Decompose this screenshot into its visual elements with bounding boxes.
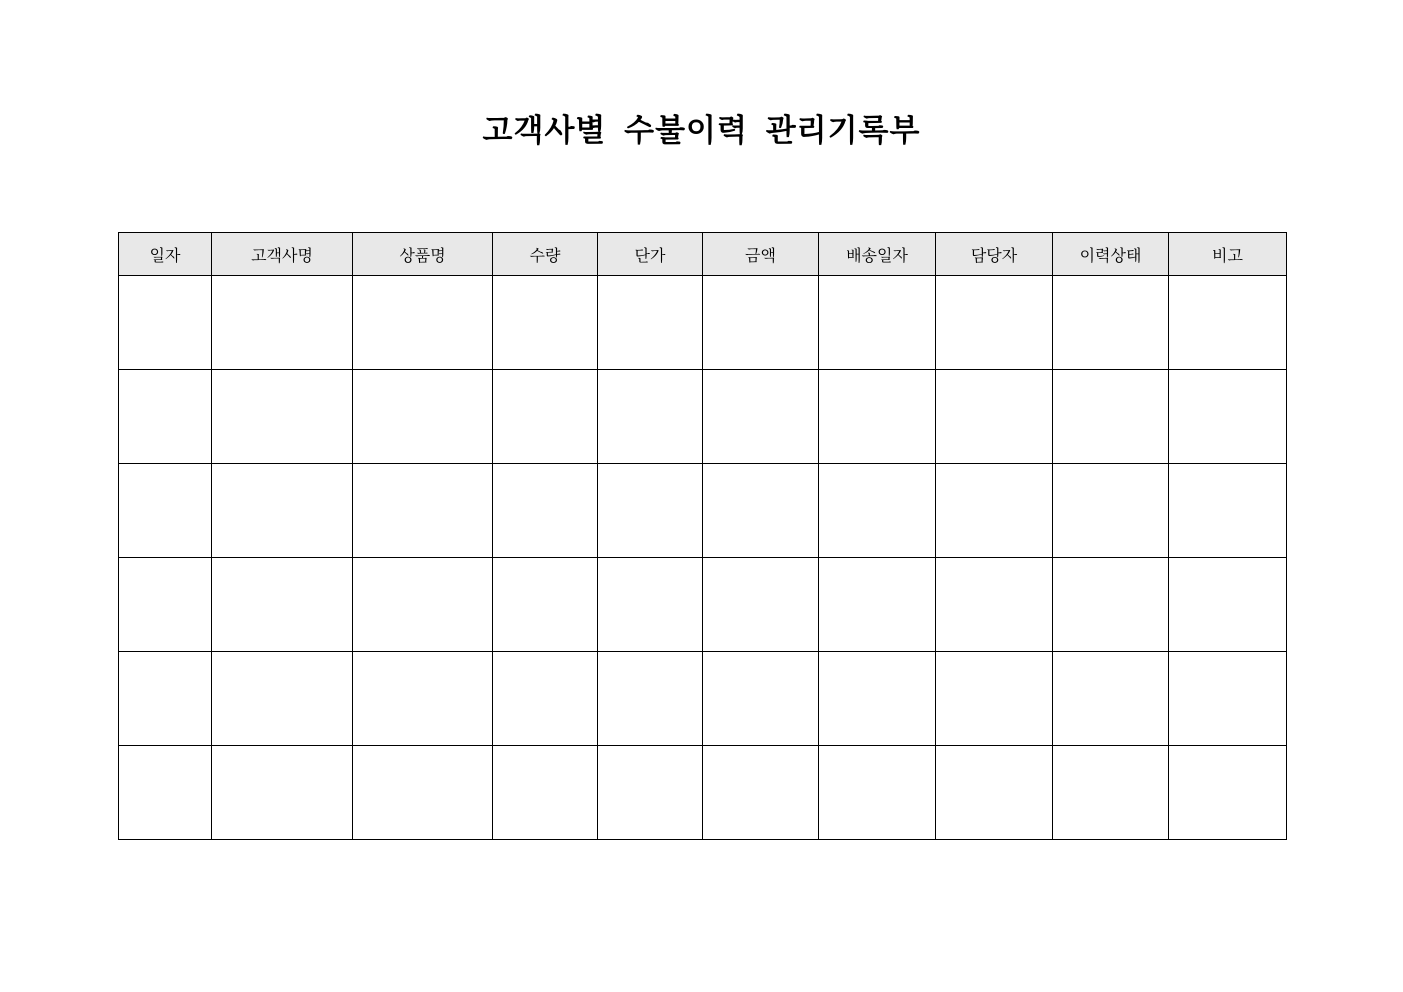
table-cell[interactable]: [1169, 276, 1287, 370]
table-cell[interactable]: [1053, 652, 1169, 746]
column-header-amount: 금액: [703, 233, 819, 276]
column-header-manager: 담당자: [936, 233, 1053, 276]
table-cell[interactable]: [1169, 746, 1287, 840]
column-header-quantity: 수량: [493, 233, 598, 276]
table-cell[interactable]: [598, 370, 703, 464]
table-cell[interactable]: [598, 746, 703, 840]
table-cell[interactable]: [119, 652, 212, 746]
table-cell[interactable]: [1053, 276, 1169, 370]
table-row: [119, 652, 1287, 746]
table-cell[interactable]: [819, 370, 936, 464]
table-cell[interactable]: [598, 558, 703, 652]
table-cell[interactable]: [598, 652, 703, 746]
table-cell[interactable]: [493, 558, 598, 652]
table-cell[interactable]: [353, 370, 493, 464]
table-cell[interactable]: [119, 746, 212, 840]
record-table: [118, 232, 1287, 840]
table-cell[interactable]: [936, 464, 1053, 558]
table-cell[interactable]: [212, 558, 353, 652]
table-cell[interactable]: [1169, 652, 1287, 746]
table-cell[interactable]: [353, 276, 493, 370]
table-row: [119, 746, 1287, 840]
table-cell[interactable]: [493, 746, 598, 840]
table-cell[interactable]: [119, 558, 212, 652]
table-cell[interactable]: [819, 652, 936, 746]
table-cell[interactable]: [936, 652, 1053, 746]
table-body: [119, 276, 1287, 840]
table-cell[interactable]: [598, 464, 703, 558]
table-row: [119, 370, 1287, 464]
table-cell[interactable]: [936, 558, 1053, 652]
table-row: [119, 558, 1287, 652]
table-cell[interactable]: [936, 370, 1053, 464]
table-cell[interactable]: [703, 746, 819, 840]
table-cell[interactable]: [212, 464, 353, 558]
table-cell[interactable]: [353, 652, 493, 746]
column-header-client-name: 고객사명: [212, 233, 353, 276]
table-cell[interactable]: [1169, 464, 1287, 558]
table-cell[interactable]: [936, 746, 1053, 840]
table-cell[interactable]: [703, 652, 819, 746]
table-cell[interactable]: [703, 370, 819, 464]
table-cell[interactable]: [119, 464, 212, 558]
table-cell[interactable]: [819, 558, 936, 652]
table-cell[interactable]: [119, 276, 212, 370]
table-cell[interactable]: [1053, 558, 1169, 652]
table-cell[interactable]: [819, 746, 936, 840]
table-row: [119, 276, 1287, 370]
table-cell[interactable]: [493, 276, 598, 370]
table-cell[interactable]: [1053, 464, 1169, 558]
table-cell[interactable]: [493, 464, 598, 558]
column-header-product-name: 상품명: [353, 233, 493, 276]
table-cell[interactable]: [819, 276, 936, 370]
table-cell[interactable]: [703, 276, 819, 370]
table-cell[interactable]: [353, 558, 493, 652]
table-row: [119, 464, 1287, 558]
column-header-date: 일자: [119, 233, 212, 276]
table-cell[interactable]: [703, 558, 819, 652]
table-cell[interactable]: [353, 464, 493, 558]
table-cell[interactable]: [703, 464, 819, 558]
column-header-unit-price: 단가: [598, 233, 703, 276]
table-cell[interactable]: [493, 370, 598, 464]
column-header-history-status: 이력상태: [1053, 233, 1169, 276]
table-cell[interactable]: [936, 276, 1053, 370]
table-cell[interactable]: [1053, 370, 1169, 464]
table-cell[interactable]: [212, 370, 353, 464]
table-cell[interactable]: [598, 276, 703, 370]
column-header-remarks: 비고: [1169, 233, 1287, 276]
page-title: 고객사별 수불이력 관리기록부: [482, 113, 921, 149]
table-cell[interactable]: [212, 652, 353, 746]
table-cell[interactable]: [1053, 746, 1169, 840]
table-cell[interactable]: [493, 652, 598, 746]
table-cell[interactable]: [212, 276, 353, 370]
table-cell[interactable]: [819, 464, 936, 558]
column-header-delivery-date: 배송일자: [819, 233, 936, 276]
table-cell[interactable]: [353, 746, 493, 840]
header-row: [119, 233, 1287, 276]
table-cell[interactable]: [1169, 370, 1287, 464]
table-cell[interactable]: [1169, 558, 1287, 652]
table-cell[interactable]: [212, 746, 353, 840]
table-header: [119, 233, 1287, 276]
table-cell[interactable]: [119, 370, 212, 464]
